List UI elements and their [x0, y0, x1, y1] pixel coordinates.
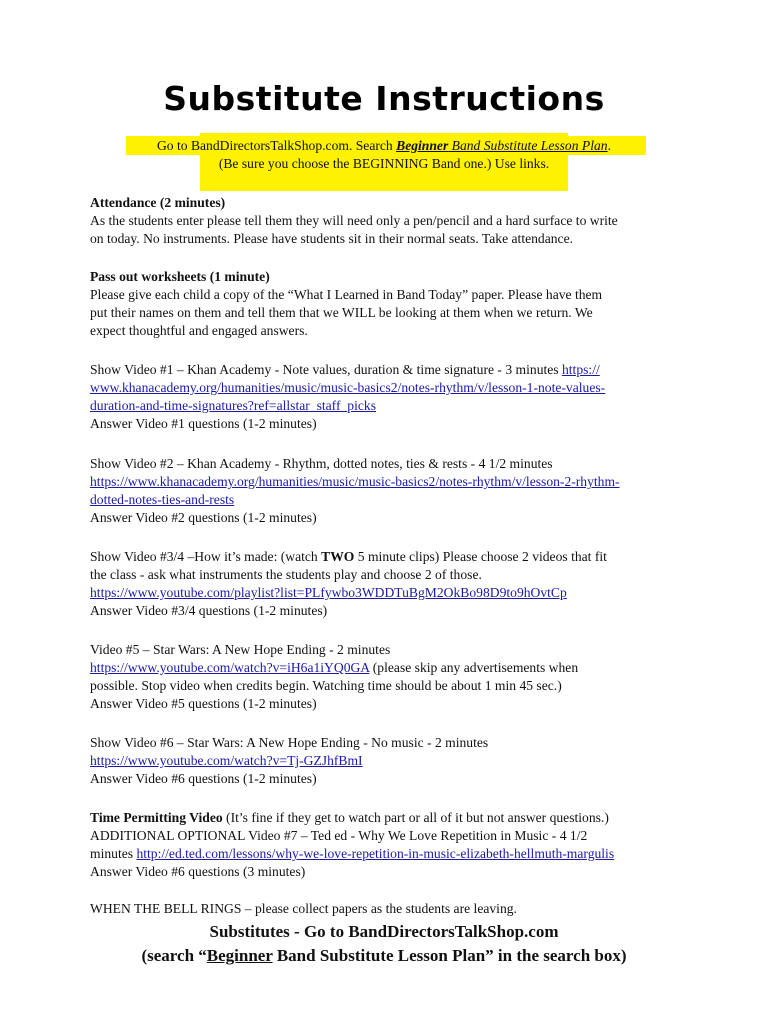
worksheets-section: [90, 268, 690, 340]
intro-lesson-plan: Band Substitute Lesson Plan: [448, 138, 608, 153]
bell-section: [90, 900, 690, 918]
video-1-link-part-1[interactable]: https://: [561, 362, 600, 377]
video-34-line-2: the class - ask what instruments the students play and choose 2 of those.: [90, 567, 482, 582]
video-6-link[interactable]: https://www.youtube.com/watch?v=Tj-GZJhfBmI: [90, 753, 363, 768]
attendance-line-1: As the students enter please tell them they will need only a pen/pencil and a hard surface to write: [90, 213, 618, 228]
video-1-answer: Answer Video #1 questions (1-2 minutes): [90, 416, 317, 431]
attendance-section: [90, 194, 690, 248]
attendance-line-2: on today. No instruments. Please have students sit in their normal seats. Take attendance.: [90, 231, 574, 246]
video-34-section: [90, 548, 690, 620]
video-1-link-part-2[interactable]: www.khanacademy.org/humanities/music/music-basics2/notes-rhythm/v/lesson-1-note-values-: [90, 380, 606, 395]
video-5-note: possible. Stop video when credits begin. Watching time should be about 1 min 45 sec.): [90, 678, 562, 693]
worksheets-line-2: put their names on them and tell them that we WILL be looking at them when we return. We: [90, 305, 593, 320]
bell-line: WHEN THE BELL RINGS – please collect papers as the students are leaving.: [90, 901, 517, 916]
video-6-answer: Answer Video #6 questions (1-2 minutes): [90, 771, 317, 786]
footer-line-2: (search “Beginner Band Substitute Lesson Plan” in the search box): [141, 946, 627, 965]
worksheets-line-3: expect thoughtful and engaged answers.: [90, 323, 308, 338]
video-2-link-part-1[interactable]: https://www.khanacademy.org/humanities/music/music-basics2/notes-rhythm/v/lesson-2-rhythm-: [90, 474, 620, 489]
footer-line-1: Substitutes - Go to BandDirectorsTalkShop.com: [209, 922, 559, 941]
intro-beginner: Beginner: [396, 138, 449, 153]
page-title: Substitute Instructions: [163, 79, 605, 118]
video-1-link-part-3[interactable]: duration-and-time-signatures?ref=allstar_staff_picks: [90, 398, 376, 413]
video-34-line: Show Video #3/4 –How it’s made: (watch TWO 5 minute clips) Please choose 2 videos that fit: [90, 549, 607, 564]
video-1-section: [90, 361, 690, 433]
video-2-link-part-2[interactable]: dotted-notes-ties-and-rests: [90, 492, 235, 507]
attendance-heading: Attendance (2 minutes): [90, 195, 226, 210]
video-5-link[interactable]: https://www.youtube.com/watch?v=iH6a1iYQ0GA: [90, 660, 370, 675]
video-2-answer: Answer Video #2 questions (1-2 minutes): [90, 510, 317, 525]
video-34-link[interactable]: https://www.youtube.com/playlist?list=PLfywbo3WDDTuBgM2OkBo98D9to9hOvtCp: [90, 585, 567, 600]
video-5-line: Video #5 – Star Wars: A New Hope Ending - 2 minutes: [90, 642, 391, 657]
video-6-section: [90, 734, 690, 788]
time-permitting-heading: Time Permitting Video: [90, 810, 223, 825]
intro-line-1: Go to BandDirectorsTalkShop.com. Search Beginner Band Substitute Lesson Plan.: [156, 138, 612, 153]
intro-line-2: (Be sure you choose the BEGINNING Band one.) Use links.: [218, 156, 550, 171]
video-5-section: Video #5 – Star Wars: A New Hope Ending - 2 minutes https://www.youtube.com/watch?v=iH6a1iYQ0GA (please skip any advertisements when possible. Stop video when credits begin. Watching time should be about 1 min 45 sec.) Answer Video #5 questions (1-2 minutes): [90, 641, 690, 713]
video-1-line: Show Video #1 – Khan Academy - Note values, duration & time signature - 3 minutes https://: [90, 362, 600, 377]
worksheets-line-1: Please give each child a copy of the “What I Learned in Band Today” paper. Please have them: [90, 287, 603, 302]
video-7-link[interactable]: http://ed.ted.com/lessons/why-we-love-repetition-in-music-elizabeth-hellmuth-margulis: [136, 846, 615, 861]
video-7-answer: Answer Video #6 questions (3 minutes): [90, 864, 306, 879]
video-2-line: Show Video #2 – Khan Academy - Rhythm, dotted notes, ties & rests - 4 1/2 minutes: [90, 456, 553, 471]
video-6-line: Show Video #6 – Star Wars: A New Hope Ending - No music - 2 minutes: [90, 735, 489, 750]
video-2-section: [90, 455, 690, 527]
worksheets-heading: Pass out worksheets (1 minute): [90, 269, 270, 284]
time-permitting-section: Time Permitting Video (It’s fine if they get to watch part or all of it but not answer questions.) ADDITIONAL OPTIONAL Video #7 – Ted ed - Why We Love Repetition in Music - 4 1/2 minutes http://ed.ted.com/lessons/why-we-love-repetition-in-music-elizabeth-hellmuth-margulis Answer Video #6 questions (3 minutes): [90, 809, 690, 881]
video-34-answer: Answer Video #3/4 questions (1-2 minutes): [90, 603, 328, 618]
video-5-answer: Answer Video #5 questions (1-2 minutes): [90, 696, 317, 711]
video-7-line: ADDITIONAL OPTIONAL Video #7 – Ted ed - Why We Love Repetition in Music - 4 1/2: [90, 828, 588, 843]
